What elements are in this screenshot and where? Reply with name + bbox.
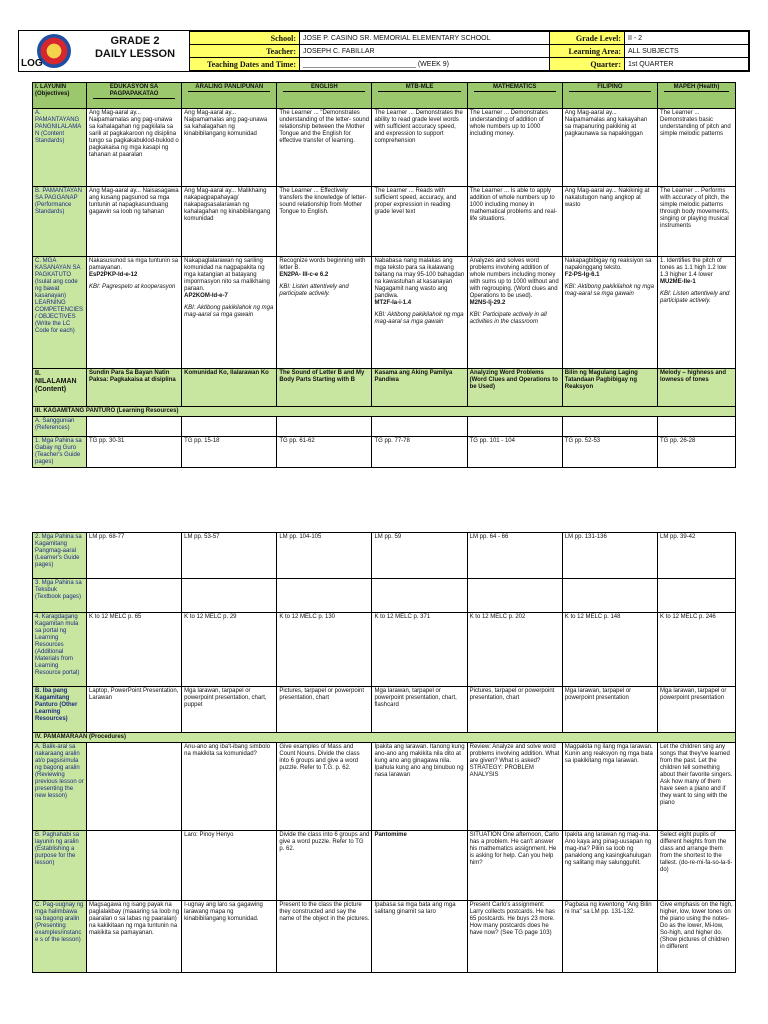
table-cell: The Learner ... Is able to apply addition of whole numbers up to 1000 including money in mathematical problems and real-life situations. bbox=[467, 187, 562, 257]
table-cell: LM pp. 59 bbox=[372, 533, 467, 579]
table-cell: LM pp. 64 - 66 bbox=[467, 533, 562, 579]
table-cell: The Learner ... Reads with sufficient speed, accuracy, and proper expression in reading grade level text bbox=[372, 187, 467, 257]
table-cell bbox=[658, 417, 736, 437]
competency-text: Recognize words beginning with letter B. bbox=[279, 258, 366, 271]
competency-code: M2NS-Ij-29.2 bbox=[469, 300, 506, 306]
competency-text: Nakapagbibigay ng reaksiyon sa napakinggang teksto. bbox=[564, 258, 652, 271]
competency-cell bbox=[658, 257, 736, 369]
table-cell: Ang Mag-aaral ay... Nakikinig at nakatutugon nang angkop at wasto bbox=[562, 187, 657, 257]
col-header-mapeh bbox=[658, 83, 736, 109]
tg-pages-label: 1. Mga Pahina sa Gabay ng Guro (Teacher's Guide pages) bbox=[33, 437, 87, 468]
col-header-mtb bbox=[372, 83, 467, 109]
col-header-math-label: MATHEMATICS bbox=[474, 84, 556, 92]
content-standards-label: A. PAMANTAYANG PANGNILALAMAN (Content Standards) bbox=[33, 109, 87, 187]
competency-code: MU2ME-IIe-1 bbox=[660, 279, 696, 285]
table-cell: Analyzing Word Problems (Word Clues and Operations to be Used) bbox=[467, 369, 562, 407]
table-cell bbox=[562, 417, 657, 437]
competency-kbi: KBI: Aktibong pakikilahok ng mga mag-aaral sa mga gawain bbox=[564, 284, 654, 297]
table-cell: Review: Analyze and solve word problems involving addition. What are given? What is asked? STRATEGY: PROBLEM ANALYSIS bbox=[467, 743, 562, 831]
table-cell: Ipabasa sa mga bata ang mga salitang ginamit sa laro bbox=[372, 901, 467, 973]
kagamitan-section-label: III. KAGAMITANG PANTURO (Learning Resources) bbox=[33, 407, 736, 417]
daily-lesson-label: DAILY LESSON bbox=[94, 48, 176, 60]
table-cell: The Sound of Letter B and My Body Parts Starting with B bbox=[277, 369, 372, 407]
table-cell: Mga larawan, tarpapel or powerpoint presentation, chart, flashcard bbox=[372, 687, 467, 733]
other-resources-label: B. Iba pang Kagamitang Panturo (Other Learning Resources) bbox=[33, 687, 87, 733]
table-cell: Anu-ano ang iba't-ibang simbolo na makikita sa komunidad? bbox=[182, 743, 277, 831]
procedure-b-label: B. Paghahabi sa layunin ng aralin (Establishing a purpose for the lesson) bbox=[33, 831, 87, 901]
table-cell bbox=[562, 579, 657, 613]
competency-cell bbox=[372, 257, 467, 369]
quarter-label: Quarter: bbox=[550, 58, 625, 71]
sanggunian-row bbox=[33, 417, 736, 437]
teacher-value: JOSEPH C. FABILLAR bbox=[300, 45, 550, 58]
logo-cell bbox=[19, 31, 190, 71]
content-row bbox=[33, 369, 736, 407]
textbook-pages-row bbox=[33, 579, 736, 613]
table-cell: The Learner ... Demonstrates understanding of addition of whole numbers up to 1000 including money. bbox=[467, 109, 562, 187]
table-cell: TG pp. 101 - 104 bbox=[467, 437, 562, 468]
competencies-row bbox=[33, 257, 736, 369]
col-header-ap bbox=[182, 83, 277, 109]
pamamaraan-section-label: IV. PAMAMARAAN (Procedures) bbox=[33, 733, 736, 743]
competency-text: 1. Identifies the pitch of tones as 1.1 high 1.2 low 1.3 higher 1.4 lower bbox=[660, 258, 727, 278]
table-cell: Magsagawa ng isang payak na paglalakbay (maaaring sa loob ng paaralan o sa labas ng paaralan) na kakikitaan ng mga tuntunin na makikita sa pamayanan. bbox=[87, 901, 182, 973]
table-cell: Mga larawan, tarpapel or powerpoint presentation bbox=[658, 687, 736, 733]
competency-code: MT2F-Ia-i-1.4 bbox=[374, 300, 412, 306]
competency-cell bbox=[182, 257, 277, 369]
pamamaraan-section-row bbox=[33, 733, 736, 743]
competency-kbi: KBI: Listen attentively and participate actively. bbox=[279, 284, 349, 297]
table-cell: LM pp. 131-136 bbox=[562, 533, 657, 579]
lesson-plan-table-page-2 bbox=[32, 532, 736, 973]
table-cell: K to 12 MELC p. 65 bbox=[87, 613, 182, 687]
table-cell: Laro: Pinoy Henyo bbox=[182, 831, 277, 901]
table-cell bbox=[182, 579, 277, 613]
table-cell: Give emphasis on the high, higher, low, lower tones on the piano using the notes- Do as the lower, Mi-low, So-high, and higher do. (Show pictures of children in different bbox=[658, 901, 736, 973]
table-cell bbox=[87, 831, 182, 901]
table-cell: Ang Mag-aaral ay... Naipamamalas ang pag-unawa sa kahalagahan ng kinabibilangang komunidad bbox=[182, 109, 277, 187]
table-cell: Pictures, tarpapel or powerpoint presentation, chart bbox=[277, 687, 372, 733]
table-cell: K to 12 MELC p. 246 bbox=[658, 613, 736, 687]
table-cell: The Learner ... Effectively transfers the knowledge of letter- sound relationship from Mother Tongue to English. bbox=[277, 187, 372, 257]
table-cell: LM pp. 39-42 bbox=[658, 533, 736, 579]
table-cell: TG pp. 52-53 bbox=[562, 437, 657, 468]
table-cell: K to 12 MELC p. 29 bbox=[182, 613, 277, 687]
competency-cell bbox=[277, 257, 372, 369]
table-cell: TG pp. 26-28 bbox=[658, 437, 736, 468]
table-cell bbox=[658, 579, 736, 613]
table-cell: Bilin ng Magulang Laging Tatandaan Pagbibigay ng Reaksyon bbox=[562, 369, 657, 407]
grade-label: GRADE 2 bbox=[110, 35, 160, 47]
table-cell: Present Carlo's assignment: Larry collects postcards. He has 65 postcards. He buys 23 more. How many postcards does he have now? (See TG page 103) bbox=[467, 901, 562, 973]
school-value: JOSE P. CASINO SR. MEMORIAL ELEMENTARY SCHOOL bbox=[300, 32, 550, 45]
table-cell: Pagbasa ng kwentong "Ang Bilin ni Ina" sa LM pp. 131-132. bbox=[562, 901, 657, 973]
table-cell bbox=[277, 417, 372, 437]
table-cell: Laptop, PowerPoint Presentation, Larawan bbox=[87, 687, 182, 733]
table-cell: Mga larawan, tarpapel or powerpoint presentation, chart, puppet bbox=[182, 687, 277, 733]
table-cell bbox=[467, 417, 562, 437]
learning-area-value: ALL SUBJECTS bbox=[625, 45, 749, 58]
table-cell: Select eight pupils of different heights from the class and arrange them from the shortest to the tallest. (do-re-mi-fa-so-la-ti-do) bbox=[658, 831, 736, 901]
col-header-ap-label: ARALING PANLIPUNAN bbox=[188, 84, 270, 92]
table-cell bbox=[87, 417, 182, 437]
header bbox=[18, 30, 750, 72]
procedure-c-label: C. Pag-uugnay ng mga halimbawa sa bagong aralin (Presenting examples/instance s of the lesson) bbox=[33, 901, 87, 973]
teacher-label: Teacher: bbox=[190, 45, 300, 58]
table-cell: TG pp. 77-78 bbox=[372, 437, 467, 468]
table-cell: Pictures, tarpapel or powerpoint presentation, chart bbox=[467, 687, 562, 733]
dates-value: _____________________________ (WEEK 9) bbox=[300, 58, 550, 71]
table-cell bbox=[467, 579, 562, 613]
quarter-value: 1st QUARTER bbox=[625, 58, 749, 71]
table-cell: K to 12 MELC p. 148 bbox=[562, 613, 657, 687]
table-cell: I-ugnay ang laro sa gagawing larawang mapa ng kinabibilangang komunidad. bbox=[182, 901, 277, 973]
table-cell: K to 12 MELC p. 202 bbox=[467, 613, 562, 687]
competency-cell bbox=[467, 257, 562, 369]
table-cell: Ang Mag-aaral ay... Malikhaing nakapagpapahayag/ nakapagsasalarawan ng kahalagahan ng kinabibilangang komunidad bbox=[182, 187, 277, 257]
header-info bbox=[189, 31, 749, 71]
table-cell bbox=[372, 579, 467, 613]
content-standards-row bbox=[33, 109, 736, 187]
table-cell: Melody – highness and lowness of tones bbox=[658, 369, 736, 407]
col-header-filipino-label: FILIPINO bbox=[569, 84, 651, 92]
log-label: LOG bbox=[21, 58, 43, 69]
school-label: School: bbox=[190, 32, 300, 45]
competency-text: Nakapaglalarawan ng sariling komunidad na nagpapakita ng mga katangian at batayang impormasyon nito sa malikhaing paraan. bbox=[184, 258, 270, 292]
competency-kbi: KBI: Aktibong pakikilahok ng mga mag-aaral sa mga gawain bbox=[184, 305, 274, 318]
dates-label: Teaching Dates and Time: bbox=[190, 58, 300, 71]
portal-label: 4. Karagdagang Kagamitan mula sa portal ng Learning Resources (Additional Materials from Learning Resource portal) bbox=[33, 613, 87, 687]
nilalaman-label: II. NILALAMAN (Content) bbox=[33, 369, 87, 407]
competency-kbi: KBI: Listen attentively and participate actively. bbox=[660, 291, 730, 304]
table-cell bbox=[87, 743, 182, 831]
table-cell: Give examples of Mass and Count Nouns. Divide the class into 6 groups and give a word puzzle. Refer to T.G. p. 62. bbox=[277, 743, 372, 831]
col-header-math bbox=[467, 83, 562, 109]
table-cell: The Learner ... Performs with accuracy of pitch, the simple melodic patterns through body movements, singing or playing musical instruments bbox=[658, 187, 736, 257]
competency-code: EsP2PKP-Id-e-12 bbox=[89, 272, 138, 278]
competency-kbi: KBI: Aktibong pakikilahok ng mga mag-aaral sa mga gawain bbox=[374, 312, 464, 325]
table-cell: Sundin Para Sa Bayan Natin Paksa: Pagkakaisa at disiplina bbox=[87, 369, 182, 407]
table-cell: LM pp. 53-57 bbox=[182, 533, 277, 579]
grade-level-value: II - 2 bbox=[625, 32, 749, 45]
table-cell: K to 12 MELC p. 371 bbox=[372, 613, 467, 687]
table-cell: TG pp. 61-62 bbox=[277, 437, 372, 468]
table-cell: LM pp. 68-77 bbox=[87, 533, 182, 579]
competency-text: Analyzes and solves word problems involving addition of whole numbers including money with sums up to 1000 without and with regrouping. (Word clues and Operations to be used). bbox=[469, 258, 559, 299]
competency-code: F2-PS-Ig-6.1 bbox=[564, 272, 600, 278]
sanggunian-label: A. Sanggunian (References) bbox=[33, 417, 87, 437]
table-cell: Magpakita ng ilang mga larawan. Kunin ang reaksyon ng mga bata sa ipakikitang mga larawan. bbox=[562, 743, 657, 831]
table-cell: LM pp. 104-105 bbox=[277, 533, 372, 579]
lesson-plan-table-page-1 bbox=[32, 82, 736, 468]
table-cell: TG pp. 30-31 bbox=[87, 437, 182, 468]
grade-level-label: Grade Level: bbox=[550, 32, 625, 45]
competency-kbi: KBI: Participate actively in all activities in the classroom bbox=[469, 312, 547, 325]
other-resources-row bbox=[33, 687, 736, 733]
competency-cell bbox=[87, 257, 182, 369]
table-cell bbox=[87, 579, 182, 613]
table-cell: Kasama ang Aking Pamilya Pandiwa bbox=[372, 369, 467, 407]
procedure-a-label: A. Balik-aral sa nakaraang aralin at/o pagsisimula ng bagong aralin (Reviewing previous lesson or presenting the new lesson) bbox=[33, 743, 87, 831]
layunin-header: I. LAYUNIN (Objectives) bbox=[33, 83, 87, 109]
table-cell: Pantomime bbox=[372, 831, 467, 901]
col-header-english-label: ENGLISH bbox=[283, 84, 365, 92]
table-cell: The Learner ... Demonstrates the ability to read grade level words with sufficient accuracy speed, and expression to support comprehension bbox=[372, 109, 467, 187]
procedure-c-row bbox=[33, 901, 736, 973]
col-header-mtb-label: MTB-MLE bbox=[378, 84, 460, 92]
competency-code: EN2PA- III-c-e 6.2 bbox=[279, 272, 329, 278]
competency-cell bbox=[562, 257, 657, 369]
table-cell bbox=[372, 417, 467, 437]
table-cell: Ipakita ang larawan ng mag-ina. Ano kaya ang pinag-uusapan ng mag-ina? Piliin sa loob ng panaklong ang kasingkahulugan ng salitang may salungguhit. bbox=[562, 831, 657, 901]
table-cell bbox=[182, 417, 277, 437]
table-cell: Ang Mag-aaral ay... Naisasagawa ang kusang pagsunod sa mga tuntunin at napagkasunduang gagawin sa loob ng tahanan bbox=[87, 187, 182, 257]
table-cell: Komunidad Ko, Ilalarawan Ko bbox=[182, 369, 277, 407]
col-header-esp bbox=[87, 83, 182, 109]
table-cell: The Learner ... Demonstrates basic understanding of pitch and simple melodic patterns bbox=[658, 109, 736, 187]
table-cell: Ang Mag-aaral ay... Naipamamalas ang kakayahan sa mapanuring pakikinig at pagkaunawa sa napakinggan bbox=[562, 109, 657, 187]
competency-text: Nakasusunod sa mga tuntunin sa pamayanan. bbox=[89, 258, 179, 271]
col-header-filipino bbox=[562, 83, 657, 109]
kagamitan-section-row bbox=[33, 407, 736, 417]
table-cell: The Learner ... "Demonstrates understanding of the letter- sound relationship between the Mother Tongue and the English for effective transfer of learning. bbox=[277, 109, 372, 187]
table-cell: Divide the class into 6 groups and give a word puzzle. Refer to TG p. 62. bbox=[277, 831, 372, 901]
table-cell: K to 12 MELC p. 130 bbox=[277, 613, 372, 687]
learning-area-label: Learning Area: bbox=[550, 45, 625, 58]
table-cell: SITUATION One afternoon, Carlo has a problem. He can't answer his mathematics assignment. He is asking for help. Can you help him? bbox=[467, 831, 562, 901]
table-cell bbox=[277, 579, 372, 613]
table-cell: Mga larawan, tarpapel or powerpoint presentation bbox=[562, 687, 657, 733]
subject-header-row bbox=[33, 83, 736, 109]
competency-code: AP2KOM-Id-e-7 bbox=[184, 293, 228, 299]
table-cell: Present to the class the picture they constructed and say the name of the object in the pictures. bbox=[277, 901, 372, 973]
col-header-english bbox=[277, 83, 372, 109]
grade-title bbox=[81, 35, 189, 61]
competency-text: Nababasa nang malakas ang mga teksto para sa ikalawang baitang na may 95-100 bahagdan na kawastuhan at kasanayan Nagagamit nang wasto ang pandiwa. bbox=[374, 258, 465, 299]
competency-kbi: KBI: Pagrespeto at kooperasyon bbox=[89, 284, 176, 290]
textbook-pages-label: 3. Mga Pahina sa Teksbuk (Textbook pages) bbox=[33, 579, 87, 613]
procedure-a-row bbox=[33, 743, 736, 831]
table-cell: Let the children sing any songs that they've learned from the past. Let the children tell something about their favorite singers. Ask how many of them have seen a piano and if they want to sing with the piano bbox=[658, 743, 736, 831]
lm-pages-row bbox=[33, 533, 736, 579]
performance-standards-row bbox=[33, 187, 736, 257]
table-cell: Ipakita ang larawan. Itanong kung ano-ano ang makikita nila dito at kung ano ang ginagawa nila. Ipahula kung ano ang binubuo ng nasa larawan bbox=[372, 743, 467, 831]
tg-pages-row bbox=[33, 437, 736, 468]
col-header-esp-label: EDUKASYON SA PAGPAPAKATAO bbox=[93, 84, 175, 99]
procedure-b-row bbox=[33, 831, 736, 901]
competencies-label: C. MGA KASANAYAN SA PAGKATUTO (Isulat ang code ng bawat kasanayan) LEARNING COMPETENCIES/ OBJECTIVES (Write the LC Code for each) bbox=[33, 257, 87, 369]
portal-row bbox=[33, 613, 736, 687]
lm-pages-label: 2. Mga Pahina sa Kagamitang Pangmag-aaral (Learner's Guide pages) bbox=[33, 533, 87, 579]
table-cell: Ang Mag-aaral ay... Naipamamalas ang pag-unawa sa kahalagahan ng pagkilala sa sarili at pagkakaroon ng disiplina tungo sa pagkakabuklod-buklod o pagkakaisa ng mga kasapi ng tahanan at paaralan bbox=[87, 109, 182, 187]
table-cell: TG pp. 15-18 bbox=[182, 437, 277, 468]
col-header-mapeh-label: MAPEH (Health) bbox=[664, 84, 729, 92]
performance-standards-label: B. PAMANTAYAN SA PAGGANAP (Performance Standards) bbox=[33, 187, 87, 257]
